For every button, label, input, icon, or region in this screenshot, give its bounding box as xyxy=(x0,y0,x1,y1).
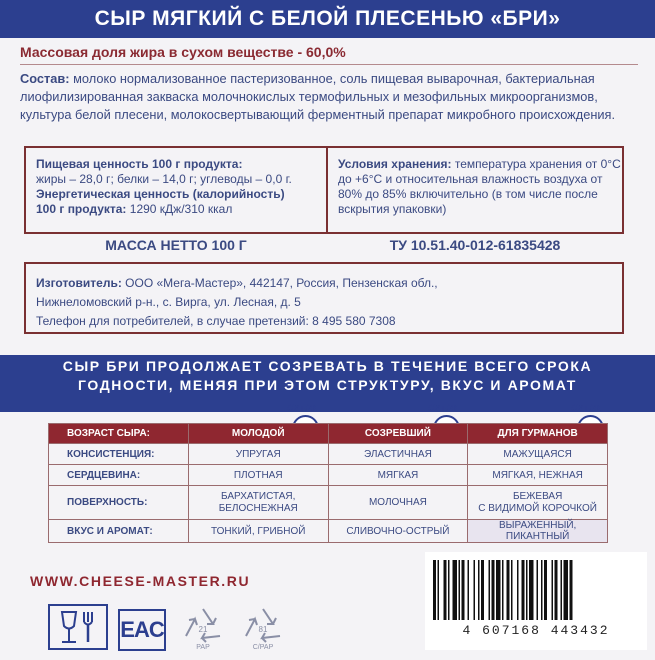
manufacturer-line3: Телефон для потребителей, в случае претензий: 8 495 580 7308 xyxy=(36,314,396,328)
recycle-code: 21 xyxy=(198,625,208,634)
row-label: ПОВЕРХНОСТЬ: xyxy=(49,486,189,520)
table-header-row xyxy=(49,424,608,444)
table-cell: МЯГКАЯ xyxy=(328,465,468,486)
cheese-age-table xyxy=(48,423,608,543)
ripening-line2: ГОДНОСТИ, МЕНЯЯ ПРИ ЭТОМ СТРУКТУРУ, ВКУС И АРОМАТ xyxy=(78,377,577,393)
divider xyxy=(20,64,638,65)
table-cell: ВЫРАЖЕННЫЙ, ПИКАНТНЫЙ xyxy=(468,520,608,543)
storage xyxy=(338,157,624,217)
badge-label: СУТОК xyxy=(428,403,458,413)
header-cell: СОЗРЕВШИЙ xyxy=(328,424,468,444)
energy-label: 100 г продукта: xyxy=(36,202,127,216)
tu-code: ТУ 10.51.40-012-61835428 xyxy=(389,237,561,253)
ripening-note xyxy=(0,355,655,412)
energy-value: 1290 кДж/310 ккал xyxy=(126,202,233,216)
recycle-icon xyxy=(240,606,286,650)
row-label: КОНСИСТЕНЦИЯ: xyxy=(49,444,189,465)
table-row xyxy=(49,465,608,486)
header-cell: ДЛЯ ГУРМАНОВ xyxy=(468,424,608,444)
badge-label: СУТОК xyxy=(571,403,601,413)
table-cell: ТОНКИЙ, ГРИБНОЙ xyxy=(188,520,328,543)
recycle-label: C/PAP xyxy=(252,644,274,650)
ripening-line1: СЫР БРИ ПРОДОЛЖАЕТ СОЗРЕВАТЬ В ТЕЧЕНИЕ ВСЕГО СРОКА xyxy=(62,358,593,374)
manufacturer-line2: Нижнеломовский р-н., с. Вирга, ул. Лесная, д. 5 xyxy=(36,295,301,309)
nutrition xyxy=(36,157,324,217)
storage-label: Условия хранения: xyxy=(338,157,452,171)
glass-fork-icon xyxy=(48,604,108,650)
table-cell: БЕЖЕВАЯ С ВИДИМОЙ КОРОЧКОЙ xyxy=(468,486,608,520)
nutrition-heading: Пищевая ценность 100 г продукта: xyxy=(36,157,243,171)
header-cell: ВОЗРАСТ СЫРА: xyxy=(49,424,189,444)
eac-icon: EAC xyxy=(118,609,166,651)
manufacturer-label: Изготовитель: xyxy=(36,276,122,290)
badge-label: СУТОК xyxy=(287,403,317,413)
website-link[interactable]: WWW.CHEESE-MASTER.RU xyxy=(30,573,251,589)
table-cell: МЯГКАЯ, НЕЖНАЯ xyxy=(468,465,608,486)
composition xyxy=(20,70,635,124)
nutrition-values: жиры – 28,0 г; белки – 14,0 г; углеводы – 0,0 г. xyxy=(36,172,292,186)
energy-heading: Энергетическая ценность (калорийность) xyxy=(36,187,285,201)
table-cell: БАРХАТИСТАЯ, БЕЛОСНЕЖНАЯ xyxy=(188,486,328,520)
product-title: СЫР МЯГКИЙ С БЕЛОЙ ПЛЕСЕНЬЮ «БРИ» xyxy=(0,0,655,38)
recycle-code: 81 xyxy=(258,625,268,634)
net-mass: МАССА НЕТТО 100 Г xyxy=(105,237,247,253)
recycle-icon xyxy=(180,606,226,650)
table-cell: УПРУГАЯ xyxy=(188,444,328,465)
barcode-bars xyxy=(433,560,639,620)
storage-text: температура хранения от 0°С до +6°С и относительная влажность воздуха от 80% до 85% включительно (в том числе после вскрытия упаковки) xyxy=(338,157,621,216)
recycle-label: PAP xyxy=(196,644,210,650)
table-cell: ПЛОТНАЯ xyxy=(188,465,328,486)
table-row xyxy=(49,444,608,465)
fat-content: Массовая доля жира в сухом веществе - 60,0% xyxy=(20,44,346,60)
barcode xyxy=(425,552,647,650)
manufacturer xyxy=(36,274,616,331)
row-label: СЕРДЦЕВИНА: xyxy=(49,465,189,486)
table-cell: МАЖУЩАЯСЯ xyxy=(468,444,608,465)
table-row xyxy=(49,520,608,543)
table-cell: ЭЛАСТИЧНАЯ xyxy=(328,444,468,465)
header-cell: МОЛОДОЙ xyxy=(188,424,328,444)
row-label: ВКУС И АРОМАТ: xyxy=(49,520,189,543)
table-cell: МОЛОЧНАЯ xyxy=(328,486,468,520)
table-cell: СЛИВОЧНО-ОСТРЫЙ xyxy=(328,520,468,543)
composition-label: Состав: xyxy=(20,71,70,86)
composition-text: молоко нормализованное пастеризованное, соль пищевая выварочная, бактериальная лиофилизированная закваска молочнокислых термофильных и мезофильных микроорганизмов, культура белой плесени, молокосвертывающий ферментный препарат микробного происхождения. xyxy=(20,71,616,122)
barcode-digits: 4 607168 443432 xyxy=(462,623,610,638)
table-row xyxy=(49,486,608,520)
manufacturer-line1: ООО «Мега-Мастер», 442147, Россия, Пензенская обл., xyxy=(121,276,438,290)
